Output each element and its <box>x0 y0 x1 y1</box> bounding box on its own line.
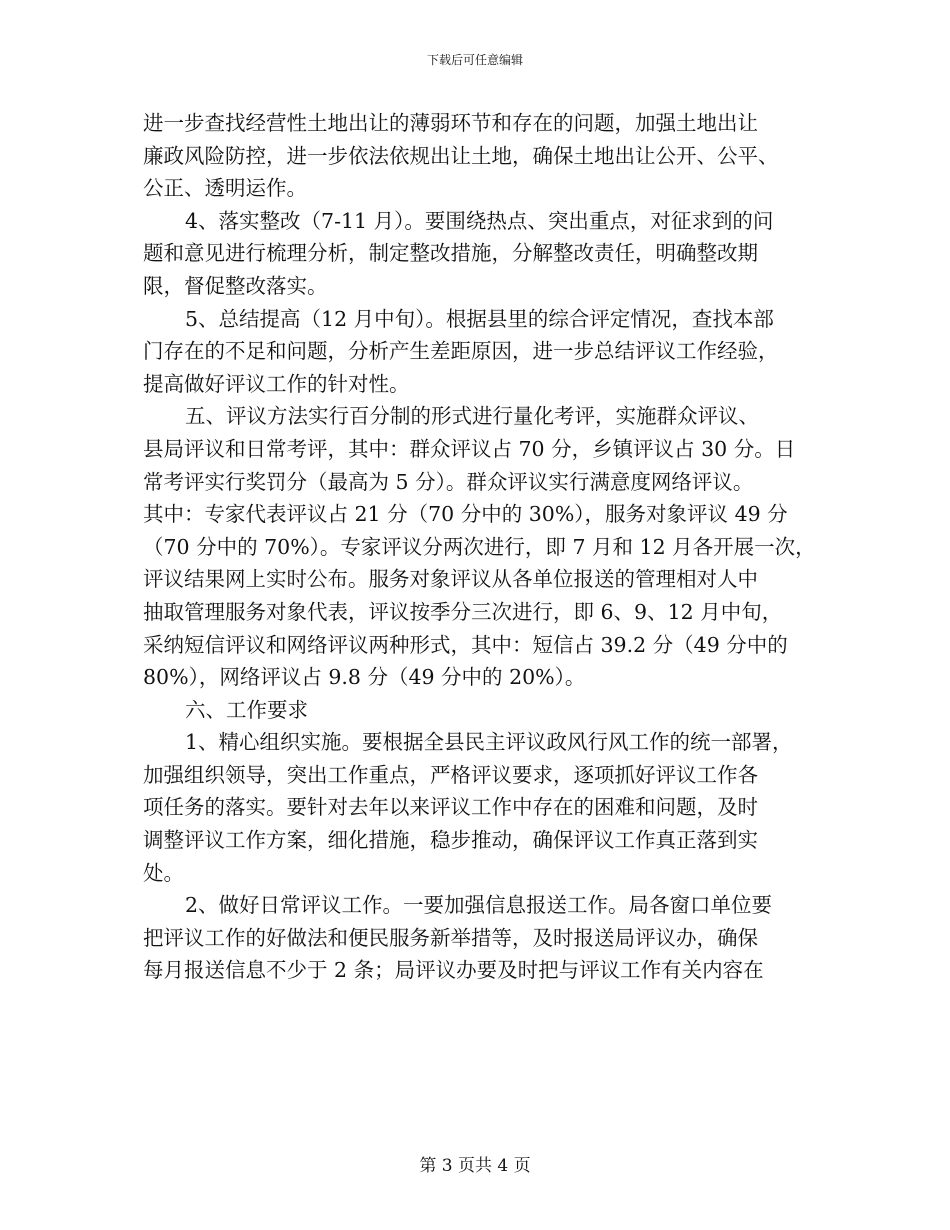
page-header-note: 下载后可任意编辑 <box>426 53 523 67</box>
document-body <box>143 107 823 987</box>
body-line: 题和意见进行梳理分析，制定整改措施，分解整改责任，明确整改期 <box>143 241 758 266</box>
body-line: 加强组织领导，突出工作重点，严格评议要求，逐项抓好评议工作各 <box>143 762 758 787</box>
section-heading: 六、工作要求 <box>185 697 308 722</box>
body-line: 常考评实行奖罚分（最高为 5 分）。群众评议实行满意度网络评议。 <box>143 469 754 494</box>
body-line: 廉政风险防控，进一步依法依规出让土地，确保土地出让公开、公平、 <box>143 143 779 168</box>
body-line: 每月报送信息不少于 2 条；局评议办要及时把与评议工作有关内容在 <box>143 958 764 983</box>
body-line: 把评议工作的好做法和便民服务新举措等，及时报送局评议办，确保 <box>143 925 758 950</box>
body-line: 评议结果网上实时公布。服务对象评议从各单位报送的管理相对人中 <box>143 567 758 592</box>
body-line: 门存在的不足和问题，分析产生差距原因，进一步总结评议工作经验， <box>143 339 779 364</box>
body-line: 项任务的落实。要针对去年以来评议工作中存在的困难和问题，及时 <box>143 795 758 820</box>
body-line: 县局评议和日常考评，其中：群众评议占 70 分，乡镇评议占 30 分。日 <box>143 436 796 461</box>
body-line: 限，督促整改落实。 <box>143 273 328 298</box>
body-line: （70 分中的 70%）。专家评议分两次进行，即 7 月和 12 月各开展一次， <box>143 534 816 559</box>
body-line: 1、精心组织实施。要根据全县民主评议政风行风工作的统一部署， <box>185 730 793 755</box>
page-number: 第 3 页共 4 页 <box>419 1156 531 1176</box>
body-line: 抽取管理服务对象代表，评议按季分三次进行，即 6、9、12 月中旬， <box>143 599 783 624</box>
body-line: 4、落实整改（7-11 月）。要围绕热点、突出重点，对征求到的问 <box>185 208 774 233</box>
body-line: 80%），网络评议占 9.8 分（49 分中的 20%）。 <box>143 665 586 690</box>
body-line: 五、评议方法实行百分制的形式进行量化考评，实施群众评议、 <box>185 404 759 429</box>
body-line: 5、总结提高（12 月中旬）。根据县里的综合评定情况，查找本部 <box>185 306 774 331</box>
body-line: 处。 <box>143 860 184 885</box>
body-line: 进一步查找经营性土地出让的薄弱环节和存在的问题，加强土地出让 <box>143 111 758 135</box>
body-line: 其中：专家代表评议占 21 分（70 分中的 30%），服务对象评议 49 分 <box>143 502 788 527</box>
body-line: 2、做好日常评议工作。一要加强信息报送工作。局各窗口单位要 <box>185 893 773 918</box>
body-line: 公正、透明运作。 <box>143 176 307 201</box>
body-line: 调整评议工作方案，细化措施，稳步推动，确保评议工作真正落到实 <box>143 828 758 853</box>
body-line: 采纳短信评议和网络评议两种形式，其中：短信占 39.2 分（49 分中的 <box>143 632 788 657</box>
body-line: 提高做好评议工作的针对性。 <box>143 371 410 396</box>
